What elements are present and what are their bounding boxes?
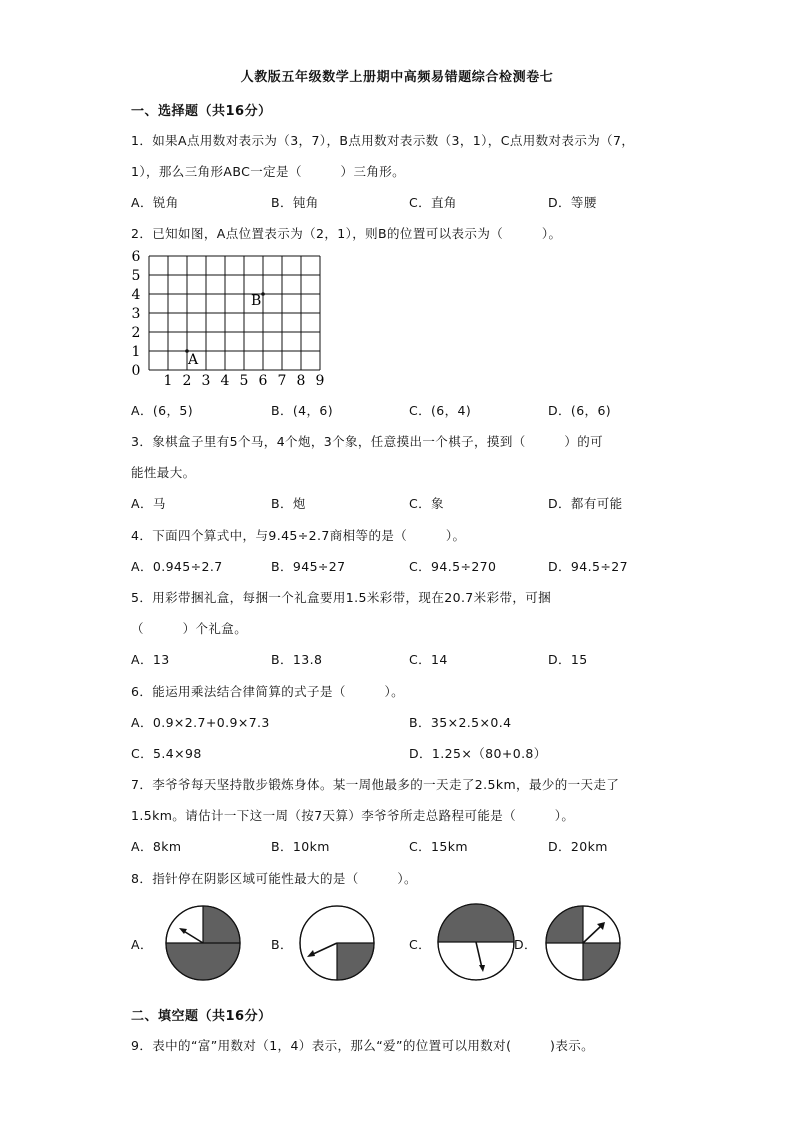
question-5-option-d[interactable]: D．15: [548, 652, 588, 667]
grid-x-tick-label: 1: [163, 373, 173, 389]
question-7-line-1: 7．李爷爷每天坚持散步锻炼身体。某一周他最多的一天走了2.5km，最少的一天走了: [131, 777, 620, 792]
question-2-option-a[interactable]: A．(6，5): [131, 403, 194, 418]
grid-x-tick-label: 2: [182, 373, 192, 389]
question-6-option-a[interactable]: A．0.9×2.7+0.9×7.3: [131, 715, 270, 730]
question-4-line-1: 4．下面四个算式中，与9.45÷2.7商相等的是（ ）。: [131, 528, 466, 543]
spinner-c-figure: [434, 900, 518, 984]
grid-x-tick-label: 3: [201, 373, 211, 389]
question-1-line-2: 1），那么三角形ABC一定是（ ）三角形。: [131, 164, 406, 179]
question-7-option-d[interactable]: D．20km: [548, 839, 608, 854]
question-6-line-1: 6．能运用乘法结合律简算的式子是（ ）。: [131, 684, 405, 699]
question-6-option-d[interactable]: D．1.25×（80+0.8）: [409, 746, 547, 761]
grid-y-tick-label: 1: [131, 344, 141, 360]
question-7-option-b[interactable]: B．10km: [271, 839, 330, 854]
question-7-line-2: 1.5km。请估计一下这一周（按7天算）李爷爷所走总路程可能是（ ）。: [131, 808, 575, 823]
question-8-option-b[interactable]: B．: [271, 937, 293, 952]
section-heading-choice: 一、选择题（共16分）: [131, 104, 272, 119]
point-b-label: B: [251, 293, 262, 309]
question-6-option-c[interactable]: C．5.4×98: [131, 746, 202, 761]
question-1-option-c[interactable]: C．直角: [409, 195, 457, 210]
question-7-option-c[interactable]: C．15km: [409, 839, 468, 854]
question-4-option-d[interactable]: D．94.5÷27: [548, 559, 628, 574]
grid-lines: [149, 256, 320, 370]
grid-x-tick-label: 5: [239, 373, 249, 389]
question-9-line-1: 9．表中的“富”用数对（1，4）表示，那么“爱”的位置可以用数对( )表示。: [131, 1038, 595, 1053]
page-title: 人教版五年级数学上册期中高频易错题综合检测卷七: [240, 70, 554, 85]
question-1-option-a[interactable]: A．锐角: [131, 195, 179, 210]
question-8-line-1: 8．指针停在阴影区域可能性最大的是（ ）。: [131, 871, 417, 886]
spinner-a-shade-bottom: [166, 943, 240, 980]
spinner-a-figure: [163, 903, 243, 983]
question-3-option-c[interactable]: C．象: [409, 496, 444, 511]
question-5-line-1: 5．用彩带捆礼盒，每捆一个礼盒要用1.5米彩带，现在20.7米彩带，可捆: [131, 590, 552, 605]
question-2-option-b[interactable]: B．(4，6): [271, 403, 334, 418]
grid-x-tick-label: 8: [296, 373, 306, 389]
grid-y-tick-label: 0: [131, 363, 141, 379]
grid-x-tick-label: 4: [220, 373, 230, 389]
question-5-option-c[interactable]: C．14: [409, 652, 448, 667]
question-5-line-2: （ ）个礼盒。: [131, 621, 248, 636]
question-2-option-d[interactable]: D．(6，6): [548, 403, 612, 418]
grid-y-tick-label: 2: [131, 325, 141, 341]
point-a-label: A: [188, 352, 199, 368]
question-8-option-d[interactable]: D．: [514, 937, 537, 952]
grid-x-tick-label: 6: [258, 373, 268, 389]
question-3-option-a[interactable]: A．马: [131, 496, 166, 511]
question-1-option-b[interactable]: B．钝角: [271, 195, 319, 210]
question-4-option-a[interactable]: A．0.945÷2.7: [131, 559, 223, 574]
grid-x-tick-label: 7: [277, 373, 287, 389]
grid-x-tick-label: 9: [315, 373, 325, 389]
question-2-line-1: 2．已知如图，A点位置表示为（2，1），则B的位置可以表示为（ ）。: [131, 226, 562, 241]
spinner-d-figure: [543, 903, 623, 983]
grid-y-tick-label: 3: [131, 306, 141, 322]
question-1-option-d[interactable]: D．等腰: [548, 195, 597, 210]
question-4-option-c[interactable]: C．94.5÷270: [409, 559, 497, 574]
question-6-option-b[interactable]: B．35×2.5×0.4: [409, 715, 512, 730]
grid-x-tick-labels: [164, 373, 325, 389]
question-4-option-b[interactable]: B．945÷27: [271, 559, 346, 574]
question-5-option-a[interactable]: A．13: [131, 652, 170, 667]
grid-y-tick-labels: [132, 249, 141, 379]
section-heading-fill: 二、填空题（共16分）: [131, 1009, 272, 1024]
spinner-c-shade: [438, 904, 514, 942]
question-3-line-2: 能性最大。: [131, 465, 196, 480]
question-5-option-b[interactable]: B．13.8: [271, 652, 323, 667]
grid-y-tick-label: 5: [131, 268, 141, 284]
question-2-option-c[interactable]: C．(6，4): [409, 403, 472, 418]
question-3-option-d[interactable]: D．都有可能: [548, 496, 623, 511]
question-1-line-1: 1．如果A点用数对表示为（3，7），B点用数对表示数（3，1），C点用数对表示为（7，: [131, 133, 635, 148]
coordinate-grid-figure: [128, 248, 338, 393]
question-3-option-b[interactable]: B．炮: [271, 496, 306, 511]
question-8-option-c[interactable]: C．: [409, 937, 432, 952]
point-b-dot: [261, 292, 265, 296]
spinner-b-figure: [297, 903, 377, 983]
grid-y-tick-label: 4: [131, 287, 141, 303]
question-7-option-a[interactable]: A．8km: [131, 839, 182, 854]
question-8-option-a[interactable]: A．: [131, 937, 153, 952]
grid-y-tick-label: 6: [131, 249, 141, 265]
question-3-line-1: 3．象棋盒子里有5个马，4个炮，3个象，任意摸出一个棋子，摸到（ ）的可: [131, 434, 604, 449]
